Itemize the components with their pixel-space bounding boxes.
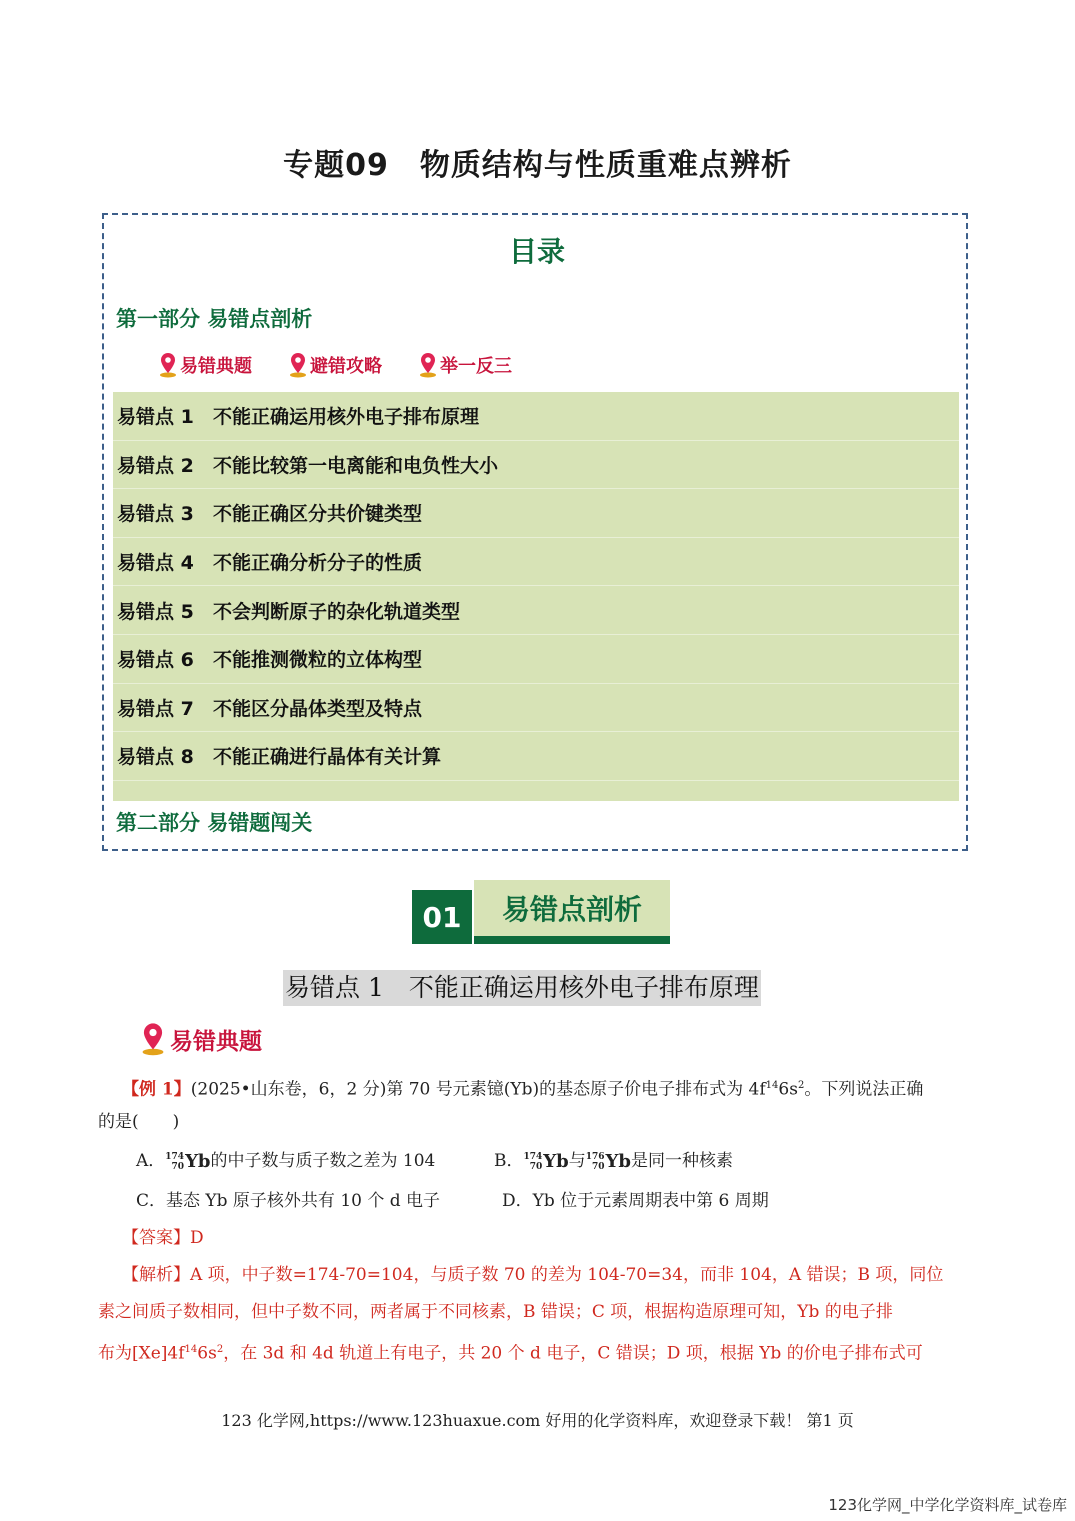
toc-tag <box>418 352 512 378</box>
superscript: 2 <box>216 1344 224 1355</box>
banner-underline <box>474 936 670 944</box>
toc-list <box>113 392 959 801</box>
toc-item-text: 不能区分晶体类型及特点 <box>213 697 423 720</box>
toc-tag-label: 举一反三 <box>440 356 512 377</box>
atomic-number: 70 <box>592 1161 605 1172</box>
typical-heading <box>140 1022 262 1056</box>
answer-line <box>122 1220 204 1257</box>
location-pin-icon <box>288 352 308 378</box>
example-stem-text: (2025•山东卷，6，2 分)第 70 号元素镱(Yb)的基态原子价电子排布式为 4f <box>190 1079 766 1100</box>
analysis-text: ，在 3d 和 4d 轨道上有电子，共 20 个 d 电子，C 错误；D 项，根据 Yb 的价电子排布式可 <box>223 1343 923 1364</box>
toc-tag-label: 易错典题 <box>180 356 252 377</box>
toc-item-text: 不能正确分析分子的性质 <box>213 552 423 575</box>
toc-tag-label: 避错攻略 <box>310 356 382 377</box>
example-stem-text: 。下列说法正确 <box>804 1079 924 1100</box>
toc-item-text: 不会判断原子的杂化轨道类型 <box>213 600 461 623</box>
toc-item-text: 不能比较第一电离能和电负性大小 <box>213 454 499 477</box>
analysis-text: 6s <box>197 1343 217 1364</box>
toc-item-text: 不能正确运用核外电子排布原理 <box>213 406 480 429</box>
nuclide-symbol <box>165 1143 210 1180</box>
option-prefix: A． <box>136 1151 166 1171</box>
toc-item[interactable] <box>113 586 959 635</box>
analysis-line2: 素之间质子数相同，但中子数不同，两者属于不同核素，B 错误；C 项，根据构造原理可知，Yb 的电子排 <box>98 1302 893 1322</box>
toc-item-number: 易错点 2 <box>117 454 194 477</box>
example-stem-text: 6s <box>778 1079 798 1100</box>
toc-part2: 第二部分 易错题闯关 <box>116 811 313 835</box>
option-prefix: B． <box>494 1151 524 1171</box>
mass-number: 174 <box>165 1151 185 1162</box>
analysis-line3 <box>98 1331 923 1373</box>
answer-tag: 【答案】 <box>122 1228 190 1248</box>
toc-tags <box>158 352 512 378</box>
atomic-number: 70 <box>171 1161 185 1172</box>
banner-number: 01 <box>412 890 472 944</box>
superscript: 14 <box>184 1344 198 1355</box>
watermark-text: 123化学网_中学化学资料库_试卷库 <box>828 1496 1067 1514</box>
toc-item-number: 易错点 4 <box>117 552 194 575</box>
element-symbol: Yb <box>605 1151 631 1172</box>
analysis-text: 布为[Xe]4f <box>98 1343 185 1364</box>
element-symbol: Yb <box>185 1151 211 1172</box>
toc-item[interactable] <box>113 635 959 684</box>
toc-item-text: 不能正确进行晶体有关计算 <box>213 746 442 769</box>
section-title: 易错点 1 不能正确运用核外电子排布原理 <box>283 970 761 1006</box>
toc-item-number: 易错点 1 <box>117 406 194 429</box>
typical-label: 易错典题 <box>170 1028 262 1055</box>
superscript: 14 <box>765 1080 779 1091</box>
answer-value: D <box>190 1228 204 1248</box>
toc-tag <box>158 352 252 378</box>
superscript: 2 <box>797 1080 805 1091</box>
page-footer: 123 化学网,https://www.123huaxue.com 好用的化学资料库，欢迎登录下载！ 第1 页 <box>221 1411 854 1430</box>
mass-number: 176 <box>585 1151 605 1162</box>
toc-heading: 目录 <box>508 235 565 268</box>
location-pin-icon <box>418 352 438 378</box>
section-banner <box>412 880 670 944</box>
toc-item[interactable] <box>113 392 959 441</box>
location-pin-icon <box>158 352 178 378</box>
analysis-tag: 【解析】 <box>122 1265 190 1285</box>
analysis-text: A 项，中子数=174-70=104，与质子数 70 的差为 104-70=34，而非 104，A 错误；B 项，同位 <box>190 1265 944 1285</box>
atomic-number: 70 <box>529 1161 543 1172</box>
toc-item[interactable] <box>113 538 959 587</box>
location-pin-icon <box>140 1022 166 1056</box>
nuclide-symbol <box>586 1143 631 1180</box>
toc-item[interactable] <box>113 684 959 733</box>
toc-item-text: 不能推测微粒的立体构型 <box>213 649 423 672</box>
toc-item[interactable] <box>113 732 959 781</box>
toc-item-number: 易错点 7 <box>117 697 194 720</box>
toc-item[interactable] <box>113 489 959 538</box>
toc-part1: 第一部分 易错点剖析 <box>116 307 313 331</box>
option-text: 是同一种核素 <box>630 1151 733 1171</box>
banner-label: 易错点剖析 <box>474 880 670 936</box>
nuclide-symbol <box>524 1143 569 1180</box>
option-c: C．基态 Yb 原子核外共有 10 个 d 电子 <box>136 1191 441 1211</box>
toc-tag <box>288 352 382 378</box>
analysis-line1 <box>122 1257 943 1294</box>
toc-item-number: 易错点 5 <box>117 600 194 623</box>
option-d: D．Yb 位于元素周期表中第 6 周期 <box>502 1191 769 1211</box>
toc-item-number: 易错点 3 <box>117 503 194 526</box>
option-text: 与 <box>568 1151 586 1171</box>
toc-item-number: 易错点 8 <box>117 746 194 769</box>
option-a <box>136 1143 435 1180</box>
example-stem-line2: 的是( ) <box>98 1112 180 1132</box>
document-title: 专题09 物质结构与性质重难点辨析 <box>283 148 792 183</box>
option-text: 的中子数与质子数之差为 104 <box>210 1151 436 1171</box>
toc-item-text: 不能正确区分共价键类型 <box>213 503 423 526</box>
toc-item[interactable] <box>113 441 959 490</box>
mass-number: 174 <box>523 1151 543 1162</box>
toc-item-number: 易错点 6 <box>117 649 194 672</box>
example-stem-line1 <box>122 1067 923 1109</box>
example-tag: 【例 1】 <box>122 1079 191 1100</box>
option-b <box>494 1143 733 1180</box>
element-symbol: Yb <box>543 1151 569 1172</box>
